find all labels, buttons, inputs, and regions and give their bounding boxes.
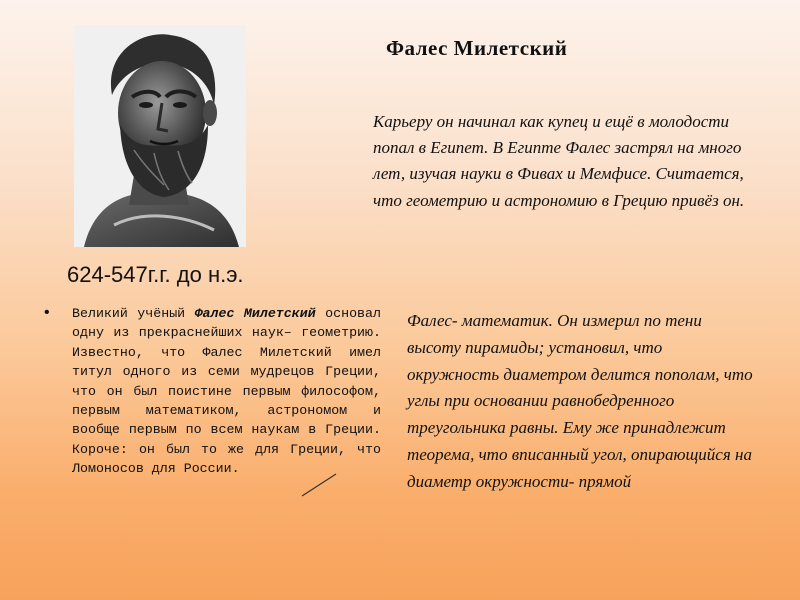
- biography-text: [43, 304, 381, 479]
- bullet-marker: •: [42, 304, 52, 322]
- life-years: 624-547г.г. до н.э.: [67, 262, 244, 287]
- mathematics-paragraph: Фалес- математик. Он измерил по тени высоту пирамиды; установил, что окружность диаметром делится пополам, что углы при основании равнобедренного треугольника равны. Ему же принадлежит теорема, что вписанный угол, опирающийся на диаметр окружности- прямой: [407, 311, 753, 491]
- bio-text-part2: основал одну из прекраснейших наук– геометрию. Известно, что Фалес Милетский имел титул одного из семи мудрецов Греции, что он был поистине первым философом, первым математиком, астрономом и вообще первым по всем наукам в Греции. Короче: он был то же для Греции, что Ломоносов для России.: [72, 306, 381, 477]
- pen-stroke-mark: [300, 470, 340, 500]
- bullet-item: [72, 304, 381, 479]
- intro-paragraph: Карьеру он начинал как купец и ещё в молодости попал в Египет. В Египте Фалес застрял на много лет, изучая науки в Фивах и Мемфисе. Считается, что геометрию и астрономию в Грецию привёз он.: [373, 112, 745, 210]
- bio-text-part1: Великий учёный: [72, 306, 195, 321]
- page-title: Фалес Милетский: [386, 36, 568, 60]
- thales-name: Фалес Милетский: [194, 306, 316, 321]
- portrait-bust-image: [74, 25, 246, 247]
